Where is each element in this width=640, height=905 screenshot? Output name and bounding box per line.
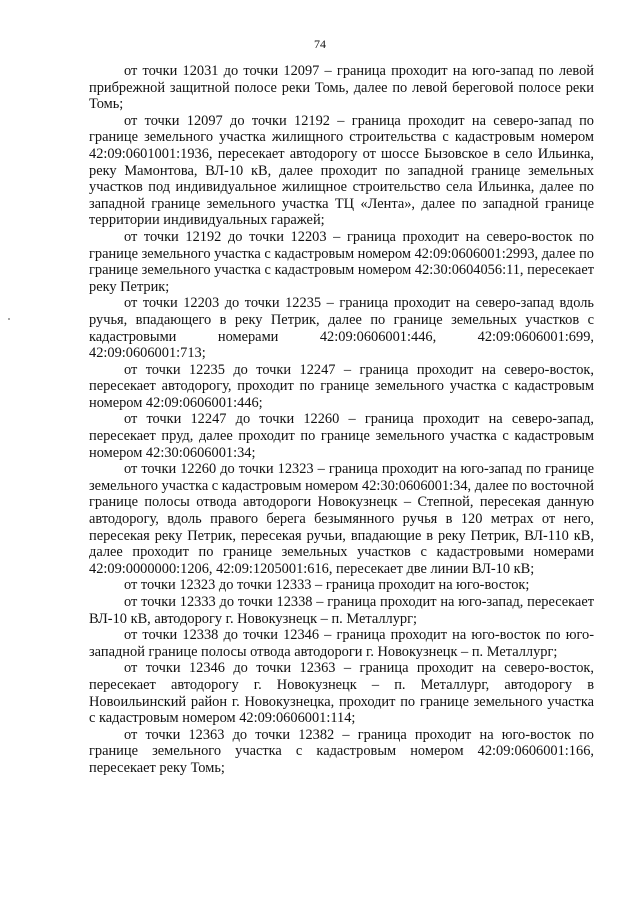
- paragraph-12235-12247: от точки 12235 до точки 12247 – граница проходит на северо-восток, пересекает автодорогу, проходит по границе земельного участка с кадастровым номером 42:09:0606001:446;: [89, 361, 594, 411]
- paragraph-12192-12203: от точки 12192 до точки 12203 – граница проходит на северо-восток по границе земельного участка с кадастровым номером 42:09:0606001:2993, далее по границе земельного участка с кадастровым номером 42:30:0604056:11, пересекает реку Петрик;: [89, 228, 594, 295]
- paragraph-12203-12235: от точки 12203 до точки 12235 – граница проходит на северо-запад вдоль ручья, впадающего в реку Петрик, далее по границе земельных участков с кадастровыми номерами 42:09:0606001:446, 42:09:0606001:699, 42:09:0606001:713;: [89, 295, 594, 362]
- page-number: 74: [314, 37, 326, 51]
- paragraph-12323-12333: от точки 12323 до точки 12333 – граница проходит на юго-восток;: [124, 577, 530, 594]
- document-body: [89, 63, 594, 777]
- scan-mark: [8, 318, 10, 320]
- paragraph-12338-12346: от точки 12338 до точки 12346 – граница проходит на юго-восток по юго-западной границе полосы отвода автодороги г. Новокузнецк – п. Металлург;: [89, 627, 594, 660]
- paragraph-12260-12323: от точки 12260 до точки 12323 – граница проходит на юго-запад по границе земельного участка с кадастровым номером 42:30:0606001:34, далее по восточной границе полосы отвода автодороги Новокузнецк – Степной, пересекая данную автодорогу, вдоль правого берега безымянного ручья в 120 метрах от него, пересекая реку Петрик, пересекая ручьи, впадающие в реку Петрик, ВЛ-110 кВ, далее проходит по границе земельных участков с кадастровыми номерами 42:09:0000000:1206, 42:09:1205001:616, пересекает две линии ВЛ-10 кВ;: [89, 461, 595, 577]
- paragraph-12031-12097: от точки 12031 до точки 12097 – граница проходит на юго-запад по левой прибрежной защитной полосе реки Томь, далее по левой береговой полосе реки Томь;: [89, 63, 594, 113]
- paragraph-12363-12382: от точки 12363 до точки 12382 – граница проходит на юго-восток по границе земельного участка с кадастровым номером 42:09:0606001:166, пересекает реку Томь;: [89, 726, 594, 776]
- paragraph-12247-12260: от точки 12247 до точки 12260 – граница проходит на северо-запад, пересекает пруд, далее проходит по границе земельного участка с кадастровым номером 42:30:0606001:34;: [89, 411, 594, 461]
- paragraph-12346-12363: от точки 12346 до точки 12363 – граница проходит на северо-восток, пересекает автодорогу г. Новокузнецк – п. Металлург, автодорогу в Новоильинский район г. Новокузнецка, проходит по границе земельного участка с кадастровым номером 42:09:0606001:114;: [89, 660, 594, 727]
- paragraph-12097-12192: от точки 12097 до точки 12192 – граница проходит на северо-запад по границе земельного участка жилищного строительства с кадастровым номером 42:09:0601001:1936, пересекает автодорогу от шоссе Бызовское в село Ильинка, реку Мамонтова, ВЛ-10 кВ, далее проходит по западной границе земельных участков под индивидуальное жилищное строительство села Ильинка, далее по западной границе земельного участка ТЦ «Лента», далее по западной границе территории индивидуальных гаражей;: [89, 112, 594, 229]
- paragraph-12333-12338: от точки 12333 до точки 12338 – граница проходит на юго-запад, пересекает ВЛ-10 кВ, автодорогу г. Новокузнецк – п. Металлург;: [89, 594, 594, 627]
